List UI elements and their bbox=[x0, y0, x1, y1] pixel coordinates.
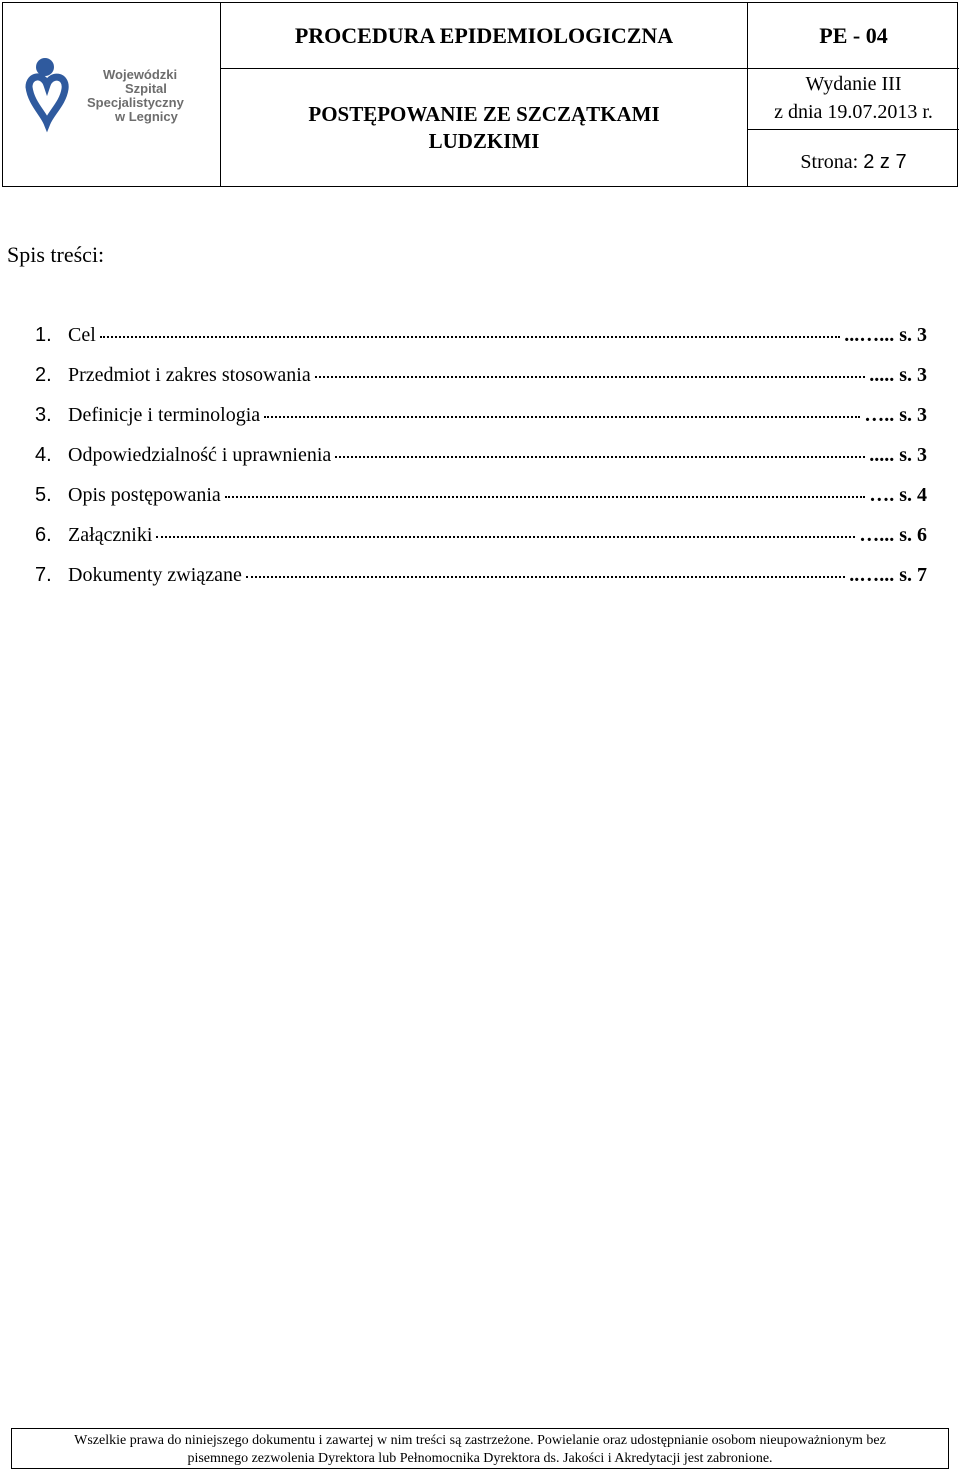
procedure-subject bbox=[221, 69, 748, 186]
procedure-code: PE - 04 bbox=[748, 3, 959, 69]
toc-item-page: ..…... s. 7 bbox=[849, 564, 927, 586]
logo-text-1: Wojewódzki bbox=[103, 67, 178, 82]
toc-leader-dots bbox=[225, 495, 865, 498]
toc-item-label: Załączniki bbox=[68, 524, 153, 546]
toc-item-label: Cel bbox=[68, 324, 96, 346]
logo-text-4: w Legnicy bbox=[115, 109, 178, 124]
toc-item-page: ..... s. 3 bbox=[869, 364, 927, 386]
edition: Wydanie III bbox=[805, 73, 902, 95]
toc-item-number: 3. bbox=[35, 404, 52, 426]
toc-item-label: Dokumenty związane bbox=[68, 564, 242, 586]
edition-divider bbox=[748, 129, 959, 130]
toc-item-label: Opis postępowania bbox=[68, 484, 221, 506]
toc-item-page: ...…... s. 3 bbox=[844, 324, 927, 346]
toc-item-number: 1. bbox=[35, 324, 52, 346]
procedure-title: PROCEDURA EPIDEMIOLOGICZNA bbox=[221, 3, 748, 69]
subject-line-1: POSTĘPOWANIE ZE SZCZĄTKAMI bbox=[308, 101, 660, 126]
toc-item[interactable] bbox=[35, 484, 927, 524]
toc-item[interactable] bbox=[35, 444, 927, 484]
logo-text-3: Specjalistyczny bbox=[87, 95, 184, 110]
edition-cell bbox=[748, 69, 959, 186]
toc-item[interactable] bbox=[35, 564, 927, 604]
page-label: Strona: bbox=[800, 151, 864, 173]
toc-item-label: Definicje i terminologia bbox=[68, 404, 261, 426]
toc-leader-dots bbox=[335, 455, 865, 458]
toc-item-page: ….. s. 3 bbox=[864, 404, 927, 426]
subject-line-2: LUDZKIMI bbox=[428, 128, 540, 153]
logo-text-2: Szpital bbox=[125, 81, 167, 96]
toc-item-number: 4. bbox=[35, 444, 52, 466]
toc-item-page: …. s. 4 bbox=[869, 484, 927, 506]
toc-item[interactable] bbox=[35, 404, 927, 444]
toc-item-number: 7. bbox=[35, 564, 52, 586]
hospital-logo bbox=[25, 55, 205, 135]
toc-leader-dots bbox=[100, 335, 840, 338]
toc-item-label: Odpowiedzialność i uprawnienia bbox=[68, 444, 332, 466]
footer-line-1: Wszelkie prawa do niniejszego dokumentu i zawartej w nim treści są zastrzeżone. Powielanie oraz udostępnianie osobom nieupoważnionym bez bbox=[74, 1433, 886, 1448]
toc-item-page: ..... s. 3 bbox=[869, 444, 927, 466]
toc-leader-dots bbox=[264, 415, 860, 418]
toc-title: Spis treści: bbox=[7, 242, 105, 267]
toc-item[interactable] bbox=[35, 324, 927, 364]
toc-item-label: Przedmiot i zakres stosowania bbox=[68, 364, 311, 386]
document-header bbox=[2, 2, 958, 187]
toc-item-page: …... s. 6 bbox=[859, 524, 927, 546]
table-of-contents bbox=[35, 324, 927, 604]
toc-leader-dots bbox=[315, 375, 865, 378]
toc-leader-dots bbox=[246, 575, 845, 578]
edition-date: z dnia 19.07.2013 r. bbox=[774, 101, 933, 123]
toc-item[interactable] bbox=[35, 524, 927, 564]
logo-cell bbox=[3, 3, 221, 186]
toc-item-number: 5. bbox=[35, 484, 52, 506]
page-value: 2 z 7 bbox=[863, 151, 907, 173]
copyright-footer bbox=[11, 1428, 949, 1469]
page-number bbox=[748, 151, 959, 174]
toc-item-number: 2. bbox=[35, 364, 52, 386]
toc-item[interactable] bbox=[35, 364, 927, 404]
toc-item-number: 6. bbox=[35, 524, 52, 546]
footer-line-2: pisemnego zezwolenia Dyrektora lub Pełnomocnika Dyrektora ds. Jakości i Akredytacji jest zabronione. bbox=[187, 1451, 773, 1466]
toc-leader-dots bbox=[156, 535, 855, 538]
